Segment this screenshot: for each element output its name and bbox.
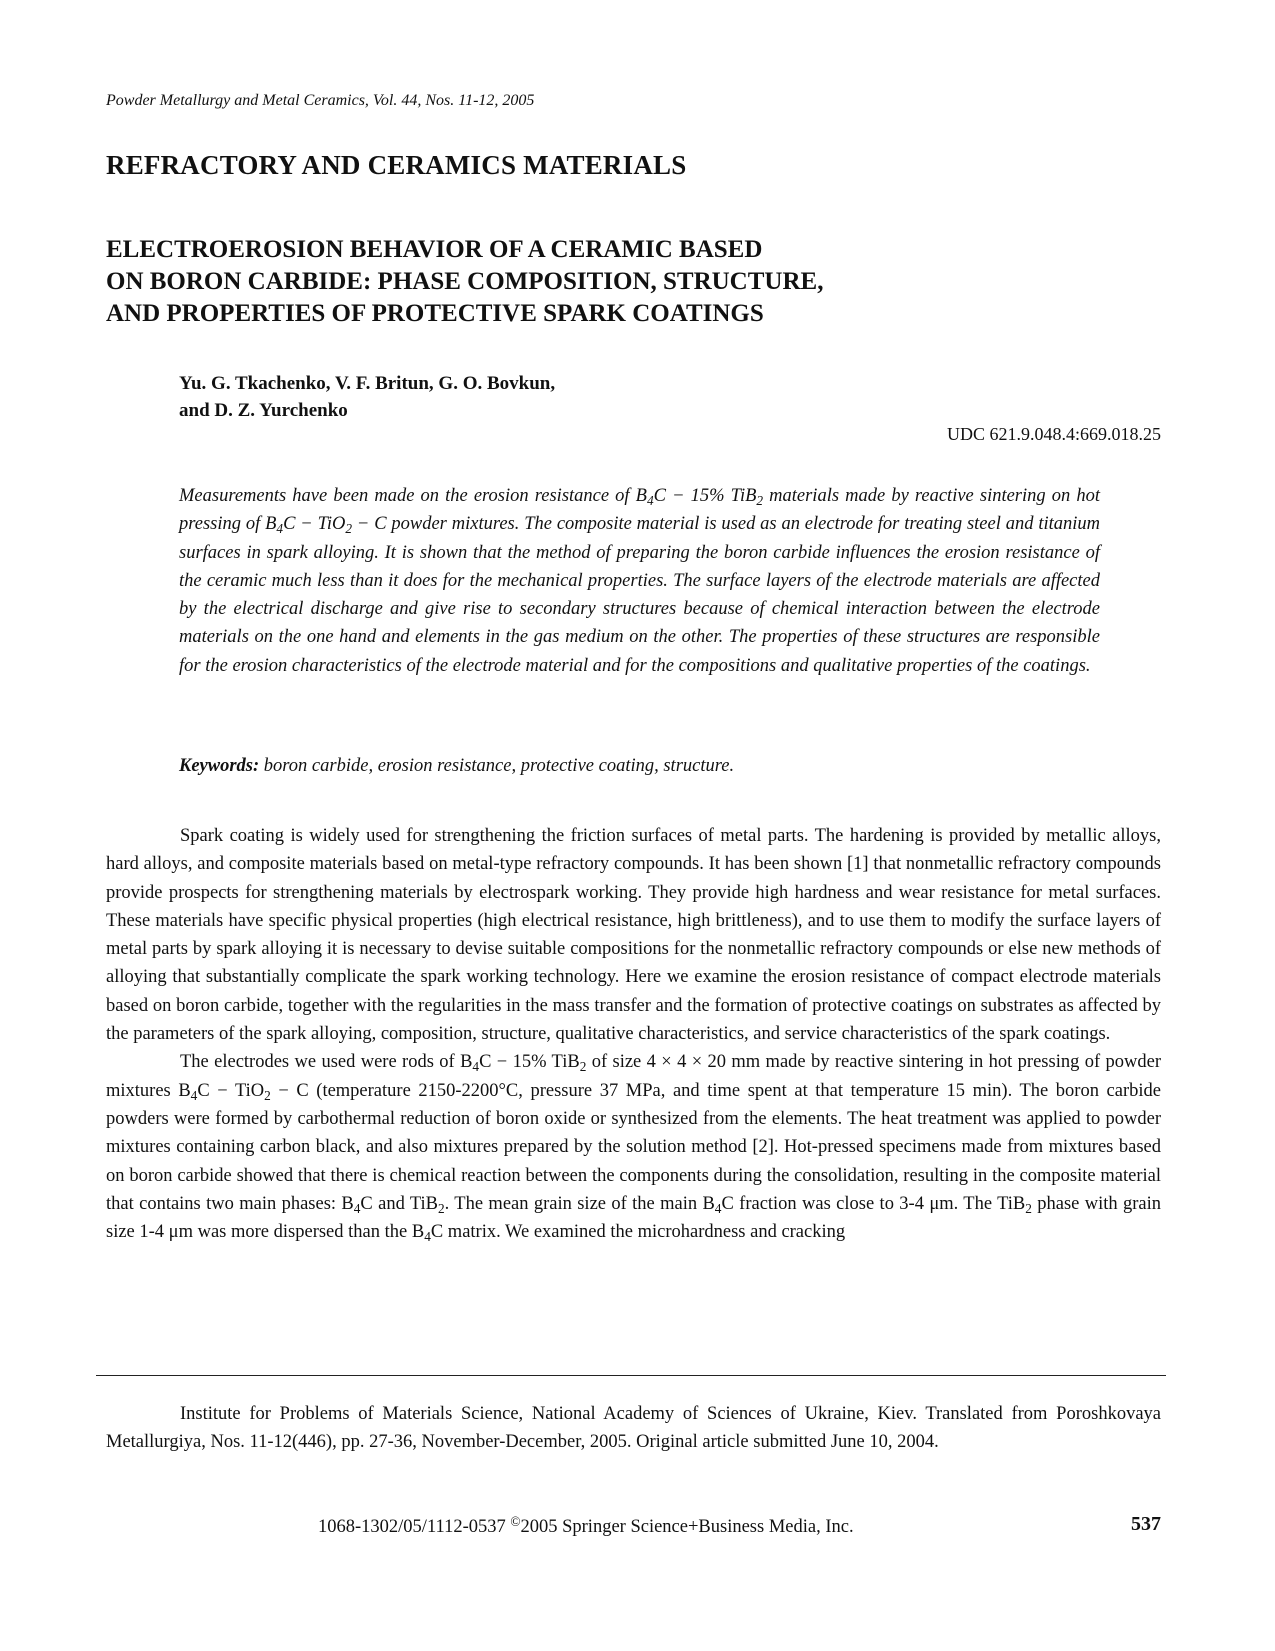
subscript: 4 (472, 1059, 480, 1075)
subscript: 4 (276, 521, 284, 537)
article-title (106, 234, 1106, 330)
body-text-run: C − TiO (197, 1080, 265, 1101)
subscript: 4 (190, 1087, 198, 1103)
subscript: 2 (579, 1059, 587, 1075)
authors-line: and D. Z. Yurchenko (179, 400, 348, 421)
body-text-run: C matrix. We examined the microhardness and cracking (430, 1222, 846, 1243)
affiliation-footnote: Institute for Problems of Materials Science, National Academy of Sciences of Ukraine, Kiev. Translated from Poroshkovaya Metallurgiya, Nos. 11-12(446), pp. 27-36, November-December, 2005. Original article submitted June 10, 2004. (106, 1404, 1161, 1453)
subscript: 4 (424, 1229, 431, 1245)
abstract (179, 482, 1100, 680)
subscript: 2 (756, 492, 764, 508)
subscript: 2 (264, 1087, 271, 1103)
subscript: 4 (353, 1200, 361, 1216)
body-text-run: phase with grain size 1-4 μm was more dispersed than the B (106, 1193, 1161, 1243)
body-paragraph: Spark coating is widely used for strengthening the friction surfaces of metal parts. The hardening is provided by metallic alloys, hard alloys, and composite materials based on metal-type refractory compounds. It has been shown [1] that nonmetallic refractory compounds provide prospects for strengthening materials by electrospark working. They provide high hardness and wear resistance for metal surfaces. These materials have specific physical properties (high electrical resistance, high brittleness), and to use them to modify the surface layers of metal parts by spark alloying it is necessary to devise suitable compositions for the nonmetallic refractory compounds or else new methods of alloying that substantially complicate the spark working technology. Here we examine the erosion resistance of compact electrode materials based on boron carbide, together with the regularities in the mass transfer and the formation of protective coatings on substrates as affected by the parameters of the spark alloying, composition, structure, qualitative characteristics, and service characteristics of the spark coatings. (106, 826, 1161, 1045)
journal-header: Powder Metallurgy and Metal Ceramics, Vol. 44, Nos. 11-12, 2005 (106, 92, 535, 109)
body-text-run: C − 15% TiB (479, 1052, 580, 1073)
body-text-run: − C (temperature 2150-2200°C, pressure 37 MPa, and time spent at that temperature 15 min). The boron carbide powders were formed by carbothermal reduction of boron oxide or synthesized from the elements. The heat treatment was applied to powder mixtures containing carbon black, and also mixtures prepared by the solution method [2]. Hot-pressed specimens made from mixtures based on boron carbide showed that there is chemical reaction between the components during the consolidation, resulting in the composite material that contains two main phases: B (106, 1080, 1161, 1214)
udc-code: UDC 621.9.048.4:669.018.25 (946, 424, 1161, 444)
title-line: ON BORON CARBIDE: PHASE COMPOSITION, STRUCTURE, (106, 268, 824, 295)
abstract-text: Measurements have been made on the erosion resistance of B (179, 486, 647, 506)
subscript: 2 (1025, 1200, 1032, 1216)
keywords-label: Keywords: (179, 756, 260, 776)
subscript: 2 (438, 1200, 445, 1216)
authors (179, 370, 555, 424)
authors-line: Yu. G. Tkachenko, V. F. Britun, G. O. Bovkun, (179, 373, 556, 394)
keywords (179, 756, 734, 777)
copyright-line (318, 1514, 854, 1538)
abstract-text: C − 15% TiB (653, 486, 757, 506)
subscript: 2 (345, 521, 353, 537)
abstract-text: materials made by reactive sintering on hot pressing of B (179, 486, 1100, 535)
body-text (106, 822, 1161, 1246)
footnote-divider (96, 1375, 1166, 1376)
body-text-run: . The mean grain size of the main B (444, 1193, 715, 1214)
body-text-run: C and TiB (360, 1193, 438, 1214)
copyright-symbol: © (510, 1514, 521, 1529)
body-text-run: of size 4 × 4 × 20 mm made by reactive sintering in hot pressing of powder mixtures B (106, 1052, 1161, 1101)
body-paragraph (106, 1048, 1161, 1246)
body-text-run: The electrodes we used were rods of B (180, 1052, 473, 1073)
section-title: REFRACTORY AND CERAMICS MATERIALS (106, 150, 687, 180)
title-line: AND PROPERTIES OF PROTECTIVE SPARK COATINGS (106, 300, 764, 327)
publisher: 2005 Springer Science+Business Media, Inc. (520, 1516, 854, 1537)
subscript: 4 (714, 1200, 722, 1216)
abstract-text: C − TiO (283, 514, 346, 535)
page-number: 537 (1131, 1513, 1161, 1535)
title-line: ELECTROEROSION BEHAVIOR OF A CERAMIC BASED (106, 236, 763, 263)
keywords-text: boron carbide, erosion resistance, protective coating, structure. (259, 756, 735, 776)
abstract-text: − C powder mixtures. The composite material is used as an electrode for treating steel and titanium surfaces in spark alloying. It is shown that the method of preparing the boron carbide influences the erosion resistance of the ceramic much less than it does for the mechanical properties. The surface layers of the electrode materials are affected by the electrical discharge and give rise to secondary structures because of chemical interaction between the electrode materials on the one hand and elements in the gas medium on the other. The properties of these structures are responsible for the erosion characteristics of the electrode material and for the compositions and qualitative properties of the coatings. (179, 514, 1100, 676)
issn: 1068-1302/05/1112-0537 (318, 1516, 511, 1537)
subscript: 4 (646, 492, 654, 508)
body-text-run: C fraction was close to 3-4 μm. The TiB (721, 1193, 1026, 1214)
